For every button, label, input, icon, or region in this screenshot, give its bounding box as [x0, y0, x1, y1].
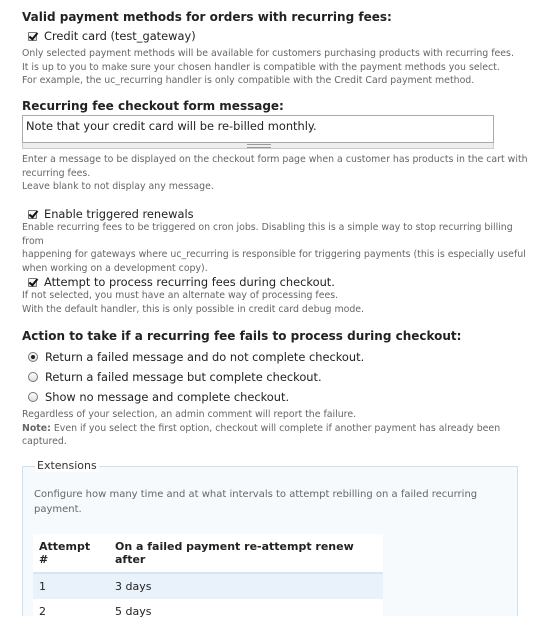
renew-after-cell: 5 days: [109, 599, 383, 624]
extensions-legend: Extensions: [37, 459, 97, 472]
credit-card-checkbox[interactable]: [28, 32, 37, 41]
fail-option-2-label: Return a failed message but complete checkout.: [45, 370, 322, 384]
desc-line: Configure how many time and at what intervals to attempt rebilling on a failed recurring: [34, 489, 478, 500]
desc-line: Only selected payment methods will be available for customers purchasing products with recurring fees.: [22, 48, 514, 59]
triggered-renewals-desc: [22, 221, 528, 275]
checkout-message-desc: [22, 153, 528, 194]
desc-line: payment.: [34, 503, 82, 515]
desc-line: For example, the uc_recurring handler is only compatible with the Credit Card payment method.: [22, 75, 475, 87]
triggered-renewals-checkbox[interactable]: [28, 210, 37, 219]
fail-option-1-radio[interactable]: [28, 352, 38, 362]
attempt-cell: 1: [33, 573, 109, 599]
credit-card-label: Credit card (test_gateway): [44, 29, 196, 43]
renew-after-cell: 3 days: [109, 573, 383, 599]
desc-line: Regardless of your selection, an admin comment will report the failure.: [22, 409, 357, 420]
desc-line: when working on a development copy).: [22, 262, 208, 274]
fail-action-title: Action to take if a recurring fee fails to process during checkout:: [22, 329, 462, 343]
attempt-cell: 2: [33, 599, 109, 624]
process-checkout-label: Attempt to process recurring fees during checkout.: [44, 275, 335, 289]
rebill-attempts-table: [33, 534, 383, 624]
note-label: Note:: [22, 422, 51, 434]
desc-line: happening for gateways where uc_recurring is responsible for triggering payments (this is especially useful: [22, 249, 526, 261]
fail-option-2[interactable]: [28, 370, 322, 384]
extensions-desc: [34, 488, 477, 517]
table-header-row: [33, 534, 383, 573]
fail-option-1[interactable]: [28, 350, 364, 364]
fail-option-2-radio[interactable]: [28, 372, 38, 382]
payment-methods-title: Valid payment methods for orders with recurring fees:: [22, 10, 392, 24]
triggered-renewals-option[interactable]: [28, 207, 194, 221]
textarea-resize-grip[interactable]: [22, 143, 494, 149]
desc-line: If not selected, you must have an alternate way of processing fees.: [22, 290, 339, 301]
fail-option-3-radio[interactable]: [28, 392, 38, 402]
desc-line: It is up to you to make sure your chosen handler is compatible with the payment methods you select.: [22, 61, 500, 73]
header-attempt: Attempt #: [33, 534, 109, 573]
payment-methods-desc: [22, 47, 514, 88]
desc-line: recurring fees.: [22, 167, 91, 179]
process-checkout-desc: [22, 289, 364, 316]
desc-line: With the default handler, this is only possible in credit card debug mode.: [22, 303, 365, 315]
desc-line: captured.: [22, 436, 67, 448]
note-line: [22, 422, 500, 436]
note-text: Even if you select the first option, checkout will complete if another payment has already been: [50, 422, 501, 434]
fail-action-desc: [22, 408, 500, 449]
desc-line: Enter a message to be displayed on the checkout form page when a customer has products in the cart with: [22, 154, 528, 165]
checkout-message-textarea[interactable]: Note that your credit card will be re-billed monthly.: [22, 115, 494, 143]
triggered-renewals-label: Enable triggered renewals: [44, 207, 194, 221]
fail-option-3-label: Show no message and complete checkout.: [45, 390, 290, 404]
extensions-fieldset: [22, 459, 518, 618]
desc-line: Leave blank to not display any message.: [22, 181, 214, 193]
checkout-message-title: Recurring fee checkout form message:: [22, 99, 284, 113]
table-row: [33, 599, 383, 624]
fail-option-3[interactable]: [28, 390, 289, 404]
fail-option-1-label: Return a failed message and do not complete checkout.: [45, 350, 365, 364]
process-checkout-option[interactable]: [28, 275, 335, 289]
header-renew-after: On a failed payment re-attempt renew after: [109, 534, 383, 573]
credit-card-option[interactable]: [28, 29, 196, 43]
process-checkout-checkbox[interactable]: [28, 278, 37, 287]
table-row: [33, 573, 383, 599]
desc-line: Enable recurring fees to be triggered on cron jobs. Disabling this is a simple way to stop recurring billing from: [22, 222, 513, 247]
